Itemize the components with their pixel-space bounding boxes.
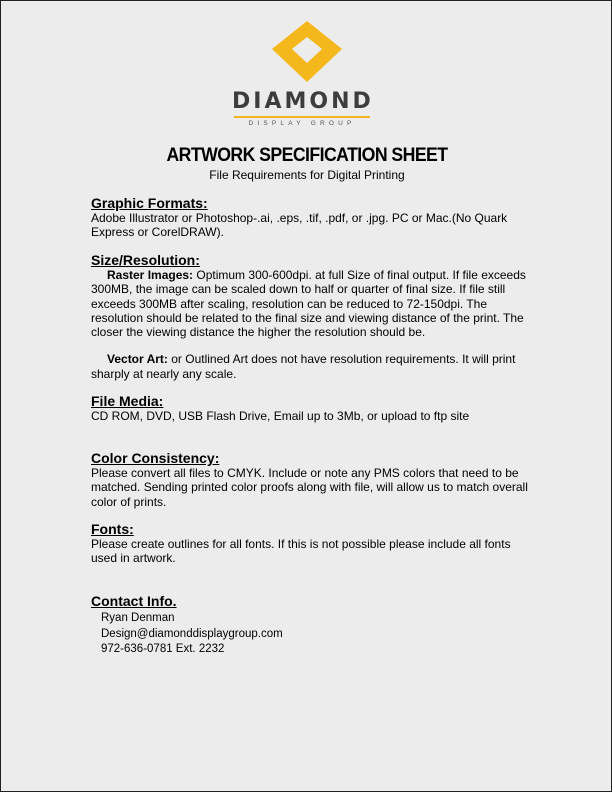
fonts-section <box>91 522 531 566</box>
color-consistency-section <box>91 451 531 509</box>
file-media-section <box>91 394 531 423</box>
fonts-text: Please create outlines for all fonts. If this is not possible please include all fonts used in artwork. <box>91 537 511 566</box>
page-subtitle: File Requirements for Digital Printing <box>209 168 405 182</box>
contact-name: Ryan Denman <box>101 612 175 624</box>
company-logo <box>1 19 612 134</box>
color-consistency-text: Please convert all files to CMYK. Include or note any PMS colors that need to be matched. Sending printed color proofs along with file, will allow us to match overall color of prints. <box>91 466 528 509</box>
vector-art-text: or Outlined Art does not have resolution requirements. It will print sharply at nearly any scale. <box>91 352 516 381</box>
contact-section <box>91 594 531 658</box>
vector-art-label: Vector Art: <box>107 352 168 367</box>
diamond-logo-icon <box>270 19 344 83</box>
logo-wordmark: DIAMOND <box>232 89 374 114</box>
file-media-text: CD ROM, DVD, USB Flash Drive, Email up to 3Mb, or upload to ftp site <box>91 409 470 423</box>
raster-images-text: Optimum 300-600dpi. at full Size of final output. If file exceeds 300MB, the image can be scaled down to half or quarter of final size. If file still exceeds 300MB after scaling, resolution can be reduced to 72-150dpi. The resolution should be related to the final size and viewing distance of the print. The closer the viewing distance the higher the resolution should be. <box>91 268 526 340</box>
raster-images-label: Raster Images: <box>107 268 194 282</box>
contact-phone[interactable]: 972-636-0781 Ext. 2232 <box>101 643 225 655</box>
contact-heading: Contact Info. <box>91 593 177 609</box>
graphic-formats-section <box>91 196 531 240</box>
size-resolution-section <box>91 253 531 381</box>
logo-divider <box>234 116 370 118</box>
graphic-formats-heading: Graphic Formats: <box>91 195 208 211</box>
raster-images-paragraph <box>91 268 531 339</box>
size-resolution-heading: Size/Resolution: <box>91 252 200 268</box>
contact-email[interactable]: Design@diamonddisplaygroup.com <box>101 627 283 640</box>
color-consistency-heading: Color Consistency: <box>91 450 220 466</box>
contact-details <box>91 611 531 658</box>
logo-tagline: DISPLAY GROUP <box>248 120 356 127</box>
vector-art-paragraph <box>91 352 531 381</box>
graphic-formats-text: Adobe Illustrator or Photoshop-.ai, .eps, .tif, .pdf, or .jpg. PC or Mac.(No Quark Express or CorelDRAW). <box>91 211 508 240</box>
file-media-heading: File Media: <box>91 393 164 409</box>
page-title: ARTWORK SPECIFICATION SHEET <box>166 145 448 166</box>
fonts-heading: Fonts: <box>91 521 134 537</box>
